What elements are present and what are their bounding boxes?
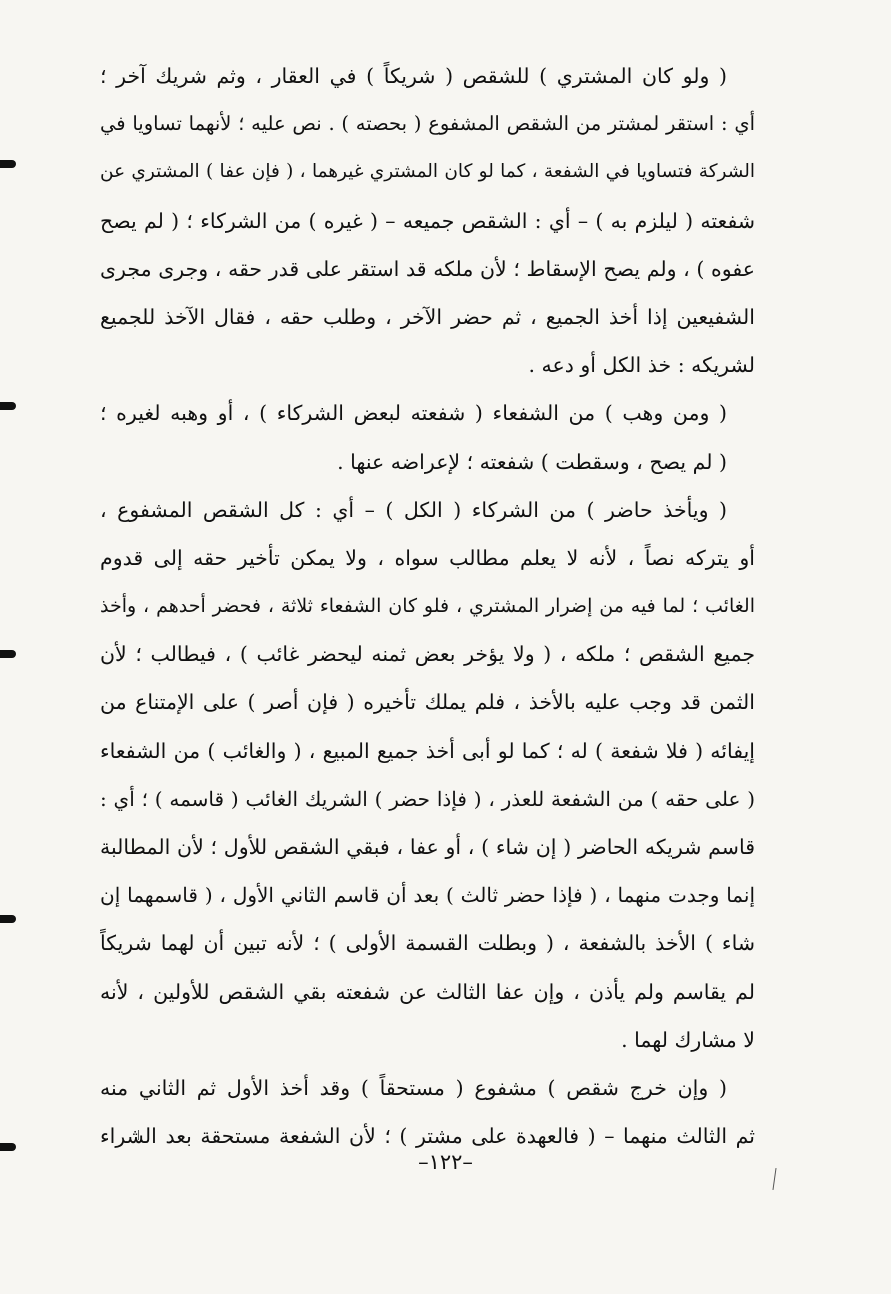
text-line: أي : استقر لمشتر من الشقص المشفوع ( بحصته ) . نص عليه ؛ لأنهما تساويا في xyxy=(100,112,755,136)
text-line: عفوه ) ، ولم يصح الإسقاط ؛ لأن ملكه قد استقر على قدر حقه ، وجرى مجرى xyxy=(100,256,755,281)
margin-mark xyxy=(0,402,16,410)
text-line: شاء ) الأخذ بالشفعة ، ( وبطلت القسمة الأولى ) ؛ لأنه تبين أن لهما شريكاً xyxy=(100,931,755,956)
text-line: الغائب ؛ لما فيه من إضرار المشتري ، فلو كان الشفعاء ثلاثة ، فحضر أحدهم ، وأخذ xyxy=(100,595,755,618)
page-number: –١٢٢– xyxy=(418,1150,473,1174)
text-line: ( ومن وهب ) من الشفعاء ( شفعته لبعض الشركاء ) ، أو وهبه لغيره ؛ xyxy=(100,401,727,426)
text-line: إنما وجدت منهما ، ( فإذا حضر ثالث ) بعد أن قاسم الثاني الأول ، ( قاسمهما إن xyxy=(100,883,755,908)
text-line: ( لم يصح ، وسقطت ) شفعته ؛ لإعراضه عنها . xyxy=(337,449,727,474)
text-line: شفعته ( ليلزم به ) – أي : الشقص جميعه – ( غيره ) من الشركاء ؛ ( لم يصح xyxy=(100,208,755,233)
text-line: لشريكه : خذ الكل أو دعه . xyxy=(528,353,755,378)
text-line: الشفيعين إذا أخذ الجميع ، ثم حضر الآخر ، وطلب حقه ، فقال الآخذ للجميع xyxy=(100,304,755,329)
margin-mark xyxy=(0,915,16,923)
text-line: ( وإن خرج شقص ) مشفوع ( مستحقاً ) وقد أخذ الأول ثم الثاني منه xyxy=(100,1075,727,1100)
margin-mark xyxy=(0,650,16,658)
text-line: جميع الشقص ؛ ملكه ، ( ولا يؤخر بعض ثمنه ليحضر غائب ) ، فيطالب ؛ لأن xyxy=(100,642,755,667)
margin-mark xyxy=(0,160,16,168)
text-line: ( على حقه ) من الشفعة للعذر ، ( فإذا حضر ) الشريك الغائب ( قاسمه ) ؛ أي : xyxy=(100,786,755,811)
text-line: لا مشارك لهما . xyxy=(621,1027,755,1052)
text-line: لم يقاسم ولم يأذن ، وإن عفا الثالث عن شفعته بقي الشقص للأولين ، لأنه xyxy=(100,979,755,1004)
text-line: إيفائه ( فلا شفعة ) له ؛ كما لو أبى أخذ جميع المبيع ، ( والغائب ) من الشفعاء xyxy=(100,738,755,763)
text-line: قاسم شريكه الحاضر ( إن شاء ) ، أو عفا ، فبقي الشقص للأول ؛ لأن المطالبة xyxy=(100,835,755,859)
text-line: ( ويأخذ حاضر ) من الشركاء ( الكل ) – أي : كل الشقص المشفوع ، xyxy=(100,497,727,522)
text-line: ثم الثالث منهما – ( فالعهدة على مشتر ) ؛ لأن الشفعة مستحقة بعد الشراء xyxy=(100,1124,755,1149)
text-line: ( ولو كان المشتري ) للشقص ( شريكاً ) في العقار ، وثم شريك آخر ؛ xyxy=(100,64,727,88)
text-line: أو يتركه نصاً ، لأنه لا يعلم مطالب سواه ، ولا يمكن تأخير حقه إلى قدوم xyxy=(100,545,755,570)
body-text xyxy=(100,52,755,1160)
text-line: الشركة فتساويا في الشفعة ، كما لو كان المشتري غيرهما ، ( فإن عفا ) المشتري عن xyxy=(100,161,755,183)
text-line: الثمن قد وجب عليه بالأخذ ، فلم يملك تأخيره ( فإن أصر ) على الإمتناع من xyxy=(100,690,755,715)
